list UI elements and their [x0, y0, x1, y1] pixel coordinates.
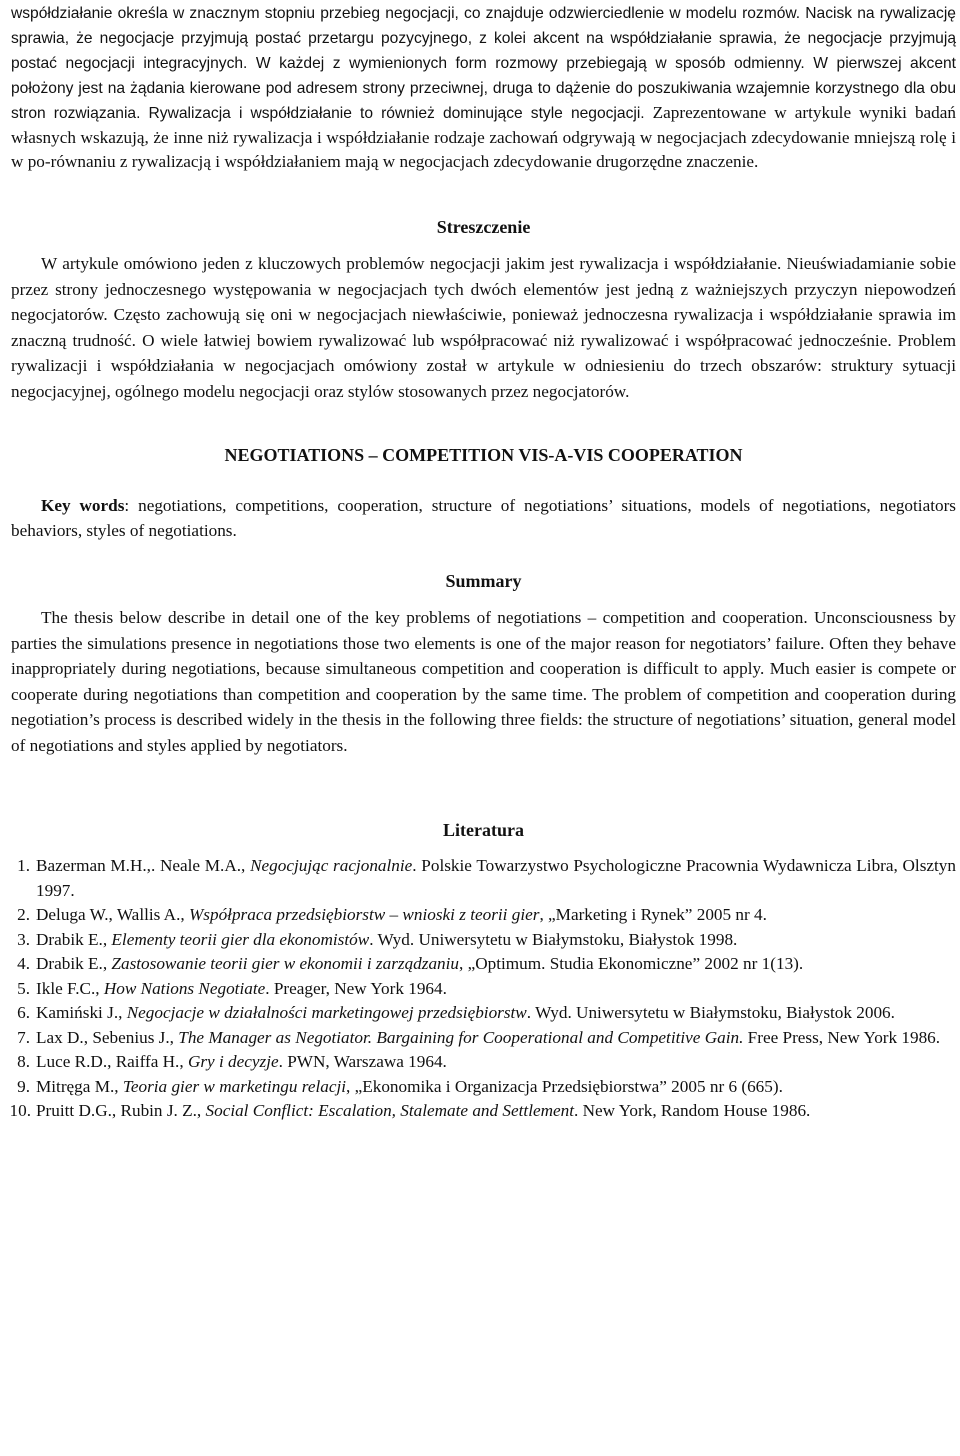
reference-item: 5. Ikle F.C., How Nations Negotiate. Preager, New York 1964. [17, 978, 447, 998]
summary-heading: Summary [445, 571, 522, 591]
document-page [11, 0, 956, 1124]
summary-text: The thesis below describe in detail one of the key problems of negotiations – competition and cooperation. Unconsciousness by parties the simulations presence in negotiations those two elements is one of the major reason for negotiators’ failure. Often they behave inappropriately during negotiations, because simultaneous competition and cooperation is difficult to apply. Much easier is compete or cooperate during negotiations than competition and cooperation by the same time. The problem of competition and cooperation during negotiation’s process is described widely in the thesis in the following three fields: the structure of negotiations’ situation, general model of negotiations and styles applied by negotiators. [11, 608, 956, 755]
reference-item: 7. Lax D., Sebenius J., The Manager as Negotiator. Bargaining for Cooperational and Competitive Gain. Free Press, New York 1986. [17, 1027, 941, 1047]
reference-item: 2. Deluga W., Wallis A., Współpraca przedsiębiorstw – wnioski z teorii gier, „Marketing i Rynek” 2005 nr 4. [17, 905, 767, 924]
reference-list [11, 854, 956, 1124]
reference-item: 10. Pruitt D.G., Rubin J. Z., Social Conflict: Escalation, Stalemate and Settlement. New York, Random House 1986. [9, 1101, 811, 1120]
intro-text-part3: Zaprezentowane w artykule wyniki badań własnych wskazują, że inne niż rywalizacja i współdziałanie rodzaje zachowań odgrywają w negocjacjach zdecydowanie mniejszą rolę i w po-równaniu z rywalizacją i współdziałaniem mają w negocjacjach zdecydowanie drugorzędne znaczenie. [11, 103, 956, 171]
reference-item: 6. Kamiński J., Negocjacje w działalności marketingowej przedsiębiorstw. Wyd. Uniwersytetu w Białymstoku, Białystok 2006. [17, 1003, 895, 1022]
keywords-text: : negotiations, competitions, cooperation, structure of negotiations’ situations, models of negotiations, negotiators behaviors, styles of negotiations. [11, 496, 956, 540]
intro-text-part1: współdziałanie określa w znacznym stopniu przebieg negocjacji, co znajduje odzwierciedlenie w modelu rozmów. Nacisk na rywalizację sprawia, że negocjacje przyjmują postać przetargu pozycyjnego, z kolei akcent na współdziałanie sprawia, że negocjacje przyjmują postać negocjacji integracyjnych. [11, 5, 956, 72]
english-title: NEGOTIATIONS – COMPETITION VIS-A-VIS COOPERATION [224, 445, 743, 465]
reference-item: 8. Luce R.D., Raiffa H., Gry i decyzje. PWN, Warszawa 1964. [17, 1052, 447, 1071]
reference-item: 9. Mitręga M., Teoria gier w marketingu relacji, „Ekonomika i Organizacja Przedsiębiorstwa” 2005 nr 6 (665). [17, 1076, 783, 1096]
streszczenie-text: W artykule omówiono jeden z kluczowych problemów negocjacji jakim jest rywalizacja i współdziałanie. Nieuświadamianie sobie przez strony jednoczesnego występowania w negocjacjach tych dwóch elementów jest jedną z ważniejszych przyczyn niepowodzeń negocjatorów. Często zachowują się oni w negocjacjach niewłaściwie, ponieważ jednoczesna rywalizacja i współdziałanie sprawia im znaczną trudność. O wiele łatwiej bowiem rywalizować lub współpracować niż rywalizować i współpracować jednocześnie. Problem rywalizacji i współdziałania w negocjacjach omówiony został w artykule w odniesieniu do trzech obszarów: struktury sytuacji negocjacyjnej, ogólnego modelu negocjacji oraz stylów stosowanych przez negocjatorów. [11, 254, 956, 401]
literatura-heading: Literatura [443, 820, 524, 840]
keywords-paragraph [11, 493, 956, 543]
reference-item: 1. Bazerman M.H.,. Neale M.A., Negocjując racjonalnie. Polskie Towarzystwo Psychologiczne Pracownia Wydawnicza Libra, Olsztyn 1997. [17, 856, 956, 900]
reference-item: 3. Drabik E., Elementy teorii gier dla ekonomistów. Wyd. Uniwersytetu w Białymstoku, Białystok 1998. [17, 929, 738, 949]
keywords-label: Key words [41, 496, 125, 515]
intro-paragraph [11, 1, 956, 174]
intro-text-part2: W każdej z wymienionych form rozmowy przebiegają w sposób odmienny. W pierwszej akcent położony jest na żądania kierowane pod adresem strony przeciwnej, druga to dążenie do poszukiwania wzajemnie korzystnego dla obu stron rozwiązania. Rywalizacja i współdziałanie to również dominujące style negocjacji. [11, 55, 957, 122]
reference-item: 4. Drabik E., Zastosowanie teorii gier w ekonomii i zarządzaniu, „Optimum. Studia Ekonomiczne” 2002 nr 1(13). [17, 954, 804, 973]
streszczenie-heading: Streszczenie [436, 217, 531, 237]
